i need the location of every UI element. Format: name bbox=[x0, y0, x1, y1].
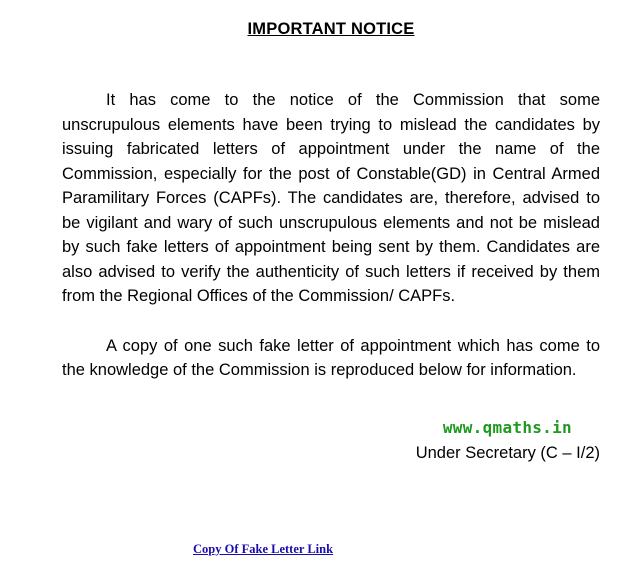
site-watermark: www.qmaths.in bbox=[442, 418, 572, 437]
signatory-designation: Under Secretary (C – I/2) bbox=[415, 444, 600, 462]
notice-document bbox=[62, 0, 600, 383]
fake-letter-link[interactable]: Copy Of Fake Letter Link bbox=[193, 542, 334, 556]
notice-paragraph-2: A copy of one such fake letter of appointment which has come to the knowledge of the Commission is reproduced below for information. bbox=[62, 336, 600, 379]
notice-title: IMPORTANT NOTICE bbox=[247, 20, 415, 38]
notice-paragraph-1: It has come to the notice of the Commission that some unscrupulous elements have been trying to mislead the candidates by issuing fabricated letters of appointment under the name of the Commission, especially for the post of Constable(GD) in Central Armed Paramilitary Forces (CAPFs). The candidates are, therefore, advised to be vigilant and wary of such unscrupulous elements and not be mislead by such fake letters of appointment being sent by them. Candidates are also advised to verify the authenticity of such letters if received by them from the Regional Offices of the Commission/ CAPFs. bbox=[62, 91, 600, 305]
